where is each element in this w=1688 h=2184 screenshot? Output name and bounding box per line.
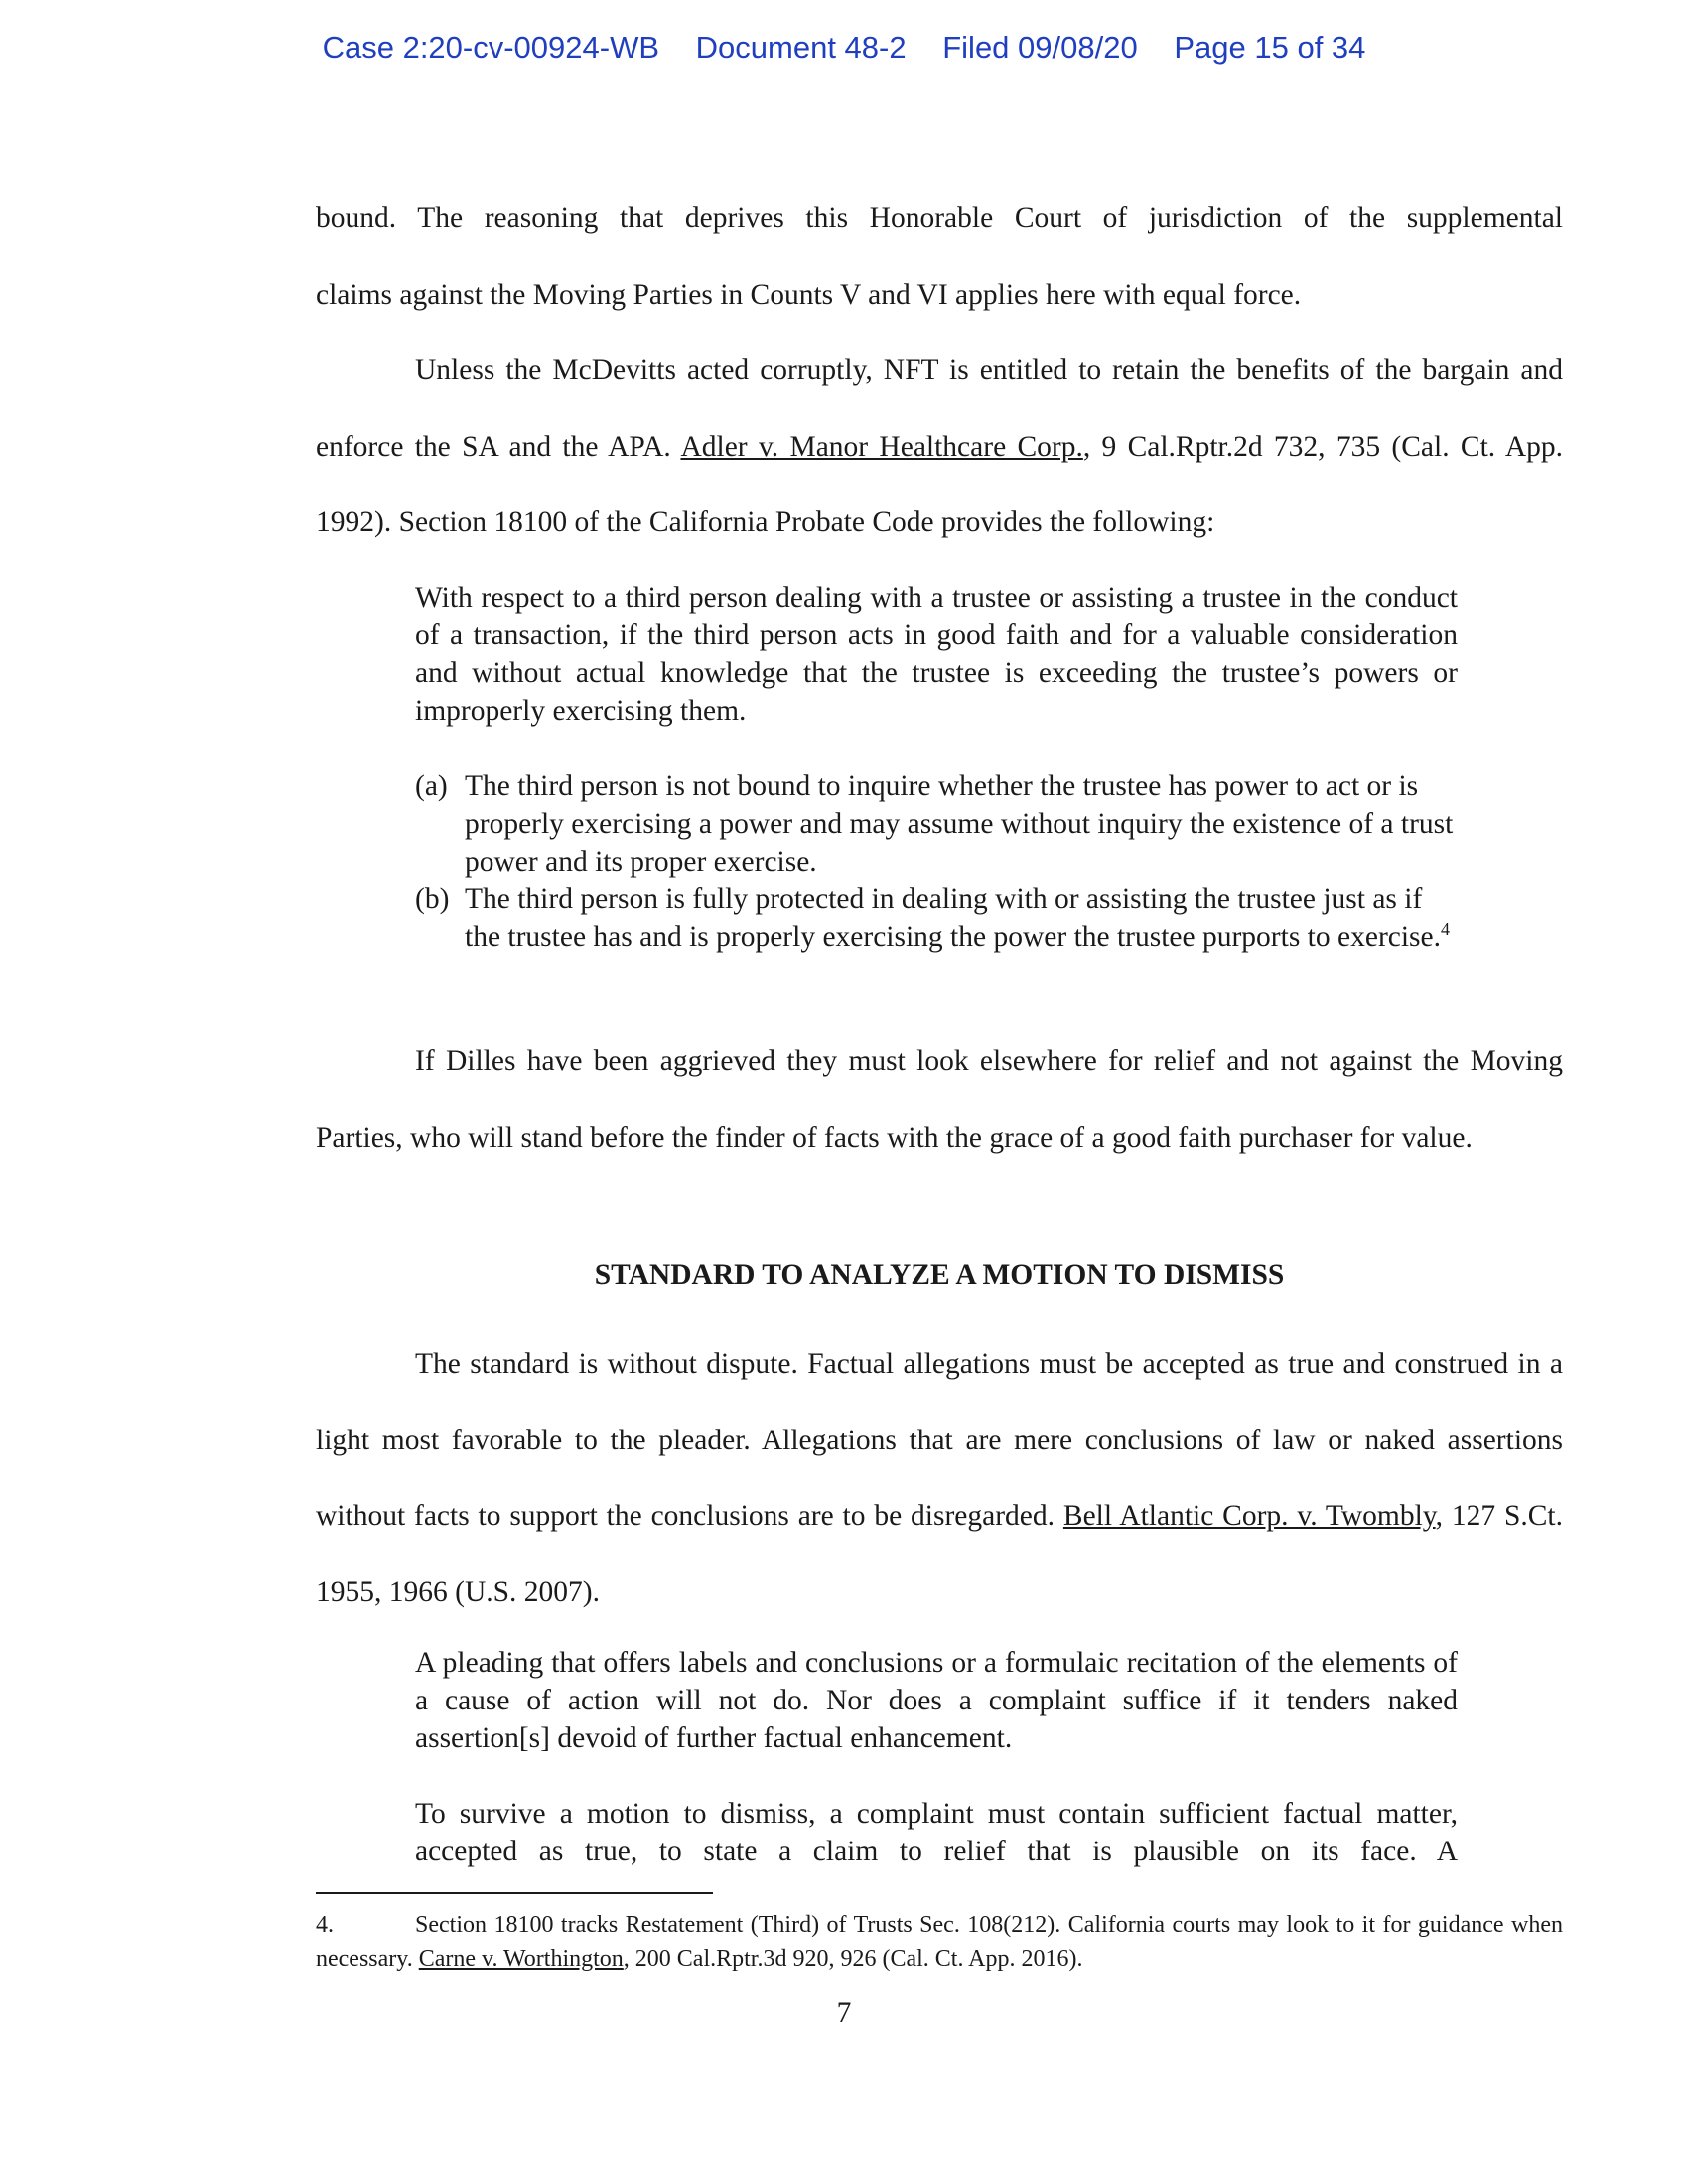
quote-intro: With respect to a third person dealing with a trustee or assisting a trustee in the conduct of a transaction, if the third person acts in good faith and for a valuable consideration and without actual knowledge that the trustee is exceeding the trustee’s powers or improperly exercising them. <box>415 582 1458 727</box>
section-heading: STANDARD TO ANALYZE A MOTION TO DISMISS <box>594 1259 1285 1291</box>
footnote-text: , 200 Cal.Rptr.3d 920, 926 (Cal. Ct. App. 2016). <box>623 1946 1083 1972</box>
quote-item-b <box>415 881 1458 956</box>
footnote-text: Section 18100 tracks Restatement (Third) of Trusts Sec. 108(212). California courts may look to it for guidance when necessary. <box>316 1912 1563 1972</box>
item-text: The third person is fully protected in dealing with or assisting the trustee just as if the trustee has and is properly exercising the power the trustee purports to exercise. <box>465 884 1442 953</box>
item-text: The third person is not bound to inquire whether the trustee has power to act or is properly exercising a power and may assume without inquiry the existence of a trust power and its proper exercise. <box>465 770 1454 878</box>
paragraph-standard <box>316 1326 1563 1630</box>
case-number: Case 2:20-cv-00924-WB <box>322 30 660 65</box>
case-citation: Adler v. Manor Healthcare Corp. <box>680 430 1083 463</box>
case-citation: Carne v. Worthington <box>418 1946 624 1972</box>
paragraph-line: claims against the Moving Parties in Counts V and VI applies here with equal force. <box>316 278 1302 311</box>
document-number: Document 48-2 <box>695 30 907 65</box>
footnote-ref: 4 <box>1441 919 1451 940</box>
item-label: (a) <box>415 770 448 802</box>
paragraph-text: If Dilles have been aggrieved they must look elsewhere for relief and not against the Moving Parties, who will stand before the finder of facts with the grace of a good faith purchaser for value. <box>316 1045 1563 1154</box>
footnote <box>316 1908 1563 1976</box>
footnote-number: 4. <box>316 1912 334 1938</box>
paragraph-adler <box>316 333 1563 561</box>
paragraph-text: The standard is without dispute. Factual allegations must be accepted as true and construed in a light most favorable to the pleader. Allegations that are mere conclusions of law or naked assertions without facts to support the conclusions are to be disregarded. <box>316 1348 1563 1532</box>
item-label: (b) <box>415 884 450 915</box>
quote-paragraph: A pleading that offers labels and conclusions or a formulaic recitation of the elements of a cause of action will not do. Nor does a complaint suffice if it tenders naked assertion[s] devoid of further factual enhancement. <box>415 1647 1458 1754</box>
paragraph-text: , 9 Cal.Rptr.2d 732, 735 (Cal. Ct. App. 1992). Section 18100 of the California Probate Code provides the following: <box>316 430 1564 538</box>
quote-paragraph: To survive a motion to dismiss, a complaint must contain sufficient factual matter, accepted as true, to state a claim to relief that is plausible on its face. A <box>415 1798 1458 1867</box>
block-quote-twombly <box>415 1644 1458 1870</box>
page-number: 7 <box>836 1997 852 2029</box>
paragraph-text: Unless the McDevitts acted corruptly, NFT is entitled to retain the benefits of the bargain and enforce the SA and the APA. <box>316 354 1563 463</box>
block-quote-probate-code <box>415 579 1458 956</box>
paragraph-continuation <box>316 181 1563 333</box>
quote-item-a <box>415 767 1458 881</box>
case-header <box>0 30 1688 66</box>
page-count: Page 15 of 34 <box>1174 30 1366 65</box>
filed-date: Filed 09/08/20 <box>942 30 1138 65</box>
paragraph-line: bound. The reasoning that deprives this Honorable Court of jurisdiction of the supplemental <box>316 203 1563 234</box>
paragraph-text: , 127 S.Ct. 1955, 1966 (U.S. 2007). <box>316 1500 1563 1608</box>
case-citation: Bell Atlantic Corp. v. Twombly <box>1062 1500 1436 1532</box>
footnote-divider <box>316 1892 713 1894</box>
paragraph-dilles <box>316 1024 1563 1175</box>
